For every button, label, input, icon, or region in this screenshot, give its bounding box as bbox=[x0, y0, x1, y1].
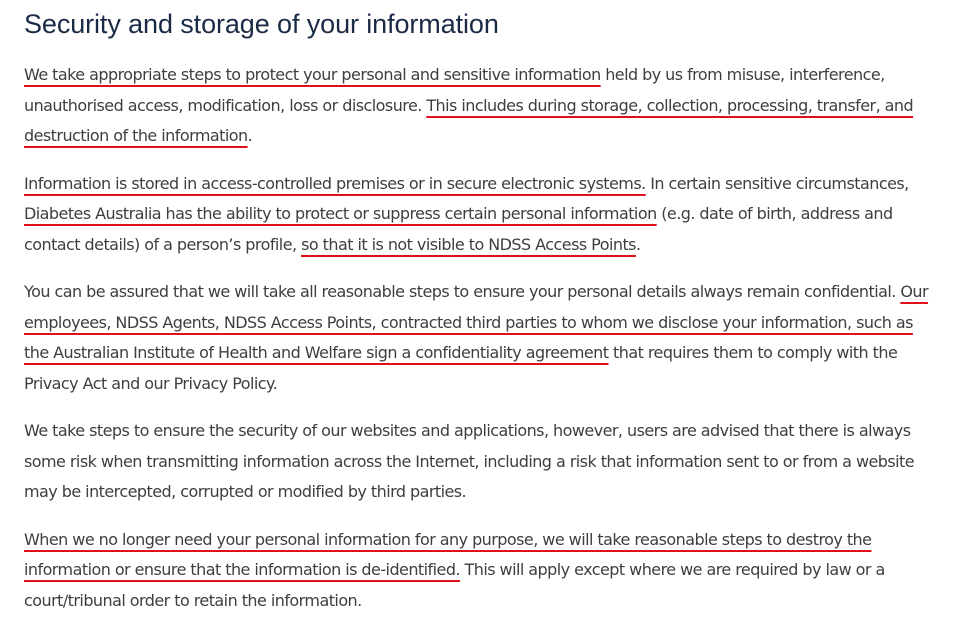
paragraph-text: (e.g. date of birth, address and contact details) of a person’s profile, bbox=[24, 204, 893, 254]
paragraph-5 bbox=[24, 525, 936, 617]
paragraph-4 bbox=[24, 416, 936, 508]
paragraph-3 bbox=[24, 277, 936, 399]
paragraph-text: . bbox=[247, 126, 253, 145]
annotated-text: Our employees, NDSS Agents, NDSS Access Points, contracted third parties to whom we disclose your information, such as the Australian Institute of Health and Welfare sign a confidentiality agreement bbox=[24, 282, 929, 362]
paragraph-text: We take steps to ensure the security of our websites and applications, however, users are advised that there is always some risk when transmitting information across the Internet, including a risk that information sent to or from a website may be intercepted, corrupted or modified by third parties. bbox=[24, 421, 915, 501]
annotated-text: When we no longer need your personal information for any purpose, we will take reasonable steps to destroy the information or ensure that the information is de-identified. bbox=[24, 529, 872, 579]
paragraph-text: In certain sensitive circumstances, bbox=[645, 173, 909, 193]
annotated-text: Information is stored in access-controlled premises or in secure electronic systems. bbox=[24, 173, 646, 193]
annotated-text: Diabetes Australia has the ability to protect or suppress certain personal information bbox=[24, 204, 657, 223]
paragraph-1 bbox=[24, 60, 936, 152]
section-heading: Security and storage of your information bbox=[24, 9, 499, 39]
paragraph-text: . bbox=[635, 234, 641, 254]
paragraph-text: This will apply except where we are required by law or a court/tribunal order to retain the information. bbox=[24, 560, 885, 610]
paragraph-text: You can be assured that we will take all reasonable steps to ensure your personal details always remain confidential. bbox=[24, 282, 901, 301]
paragraph-2 bbox=[24, 169, 936, 261]
annotated-text: so that it is not visible to NDSS Access Points bbox=[301, 234, 636, 254]
annotated-text: We take appropriate steps to protect your personal and sensitive information bbox=[24, 65, 601, 84]
annotated-text: This includes during storage, collection, processing, transfer, and destruction of the information bbox=[24, 95, 914, 145]
paragraph-text: held by us from misuse, interference, unauthorised access, modification, loss or disclosure. bbox=[24, 65, 885, 115]
paragraph-text: that requires them to comply with the Privacy Act and our Privacy Policy. bbox=[24, 343, 898, 393]
